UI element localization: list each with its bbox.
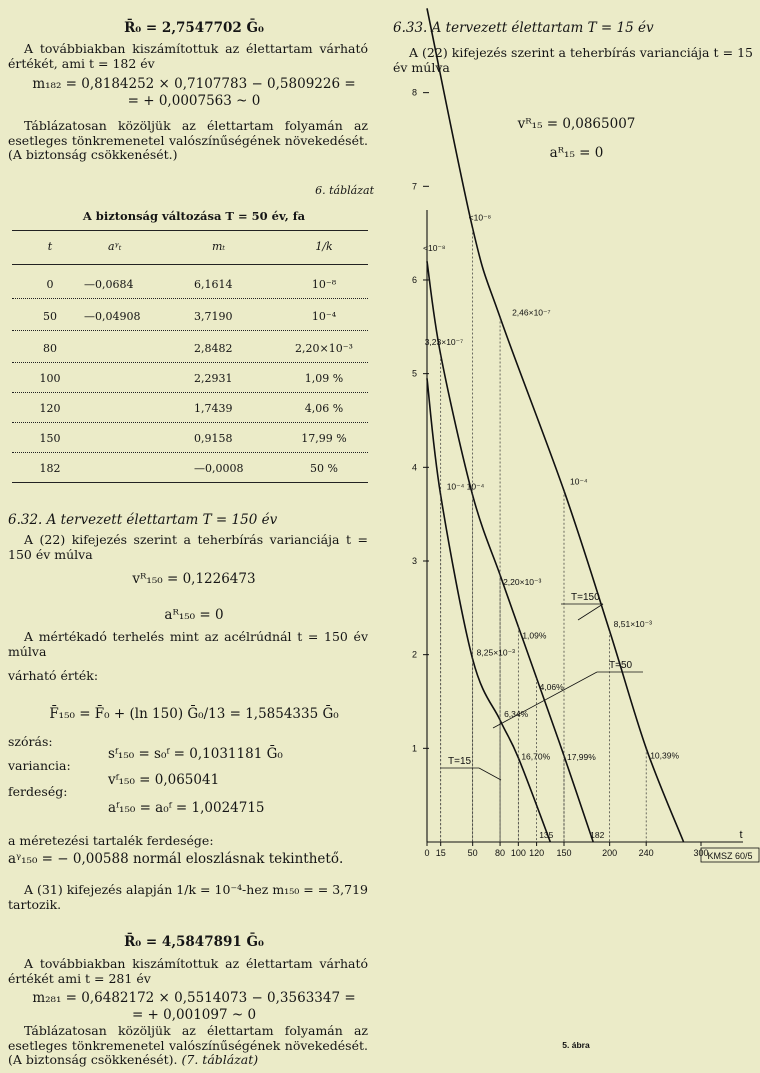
- table-row-rule: [12, 362, 368, 363]
- curve-point-label: 17,99%: [566, 751, 596, 762]
- equation-v150: vᴿ₁₅₀ = 0,1226473: [132, 571, 256, 587]
- curve-point-label: 10,39%: [650, 750, 680, 761]
- table-reference: (7. táblázat): [181, 1052, 259, 1067]
- curve-point-label: <10⁻⁸: [468, 212, 492, 223]
- x-tick-label: 100: [510, 848, 526, 858]
- x-tick-label: 200: [602, 848, 618, 858]
- x-axis-unit-label: t: [739, 829, 743, 841]
- paragraph-table-intro-a: Táblázatosan közöljük az élettartam folyamán az esetleges tönkremenetel valószínűségének növekedését. (A biztonság csökkenését.): [8, 118, 368, 162]
- section-heading-6-33: 6.33. A tervezett élettartam T = 15 év: [393, 20, 654, 36]
- y-tick-label: 1: [411, 743, 417, 754]
- equation-vf150: vᶠ₁₅₀ = 0,065041: [108, 772, 220, 788]
- x-tick-label: 300: [693, 848, 709, 858]
- x-tick-label: 120: [529, 848, 545, 858]
- table-cell-m: 2,8482: [194, 342, 233, 355]
- x-tick-label: 80: [495, 848, 506, 858]
- figure-stamp: KMSZ 60/5: [707, 851, 753, 861]
- table-cell-m: 6,1614: [194, 278, 233, 291]
- equation-v15: vᴿ₁₅ = 0,0865007: [517, 116, 636, 132]
- table-cell-t: 100: [39, 372, 61, 385]
- table-row-rule: [12, 422, 368, 423]
- equation-f150: F̄₁₅₀ = F̄₀ + (ln 150) Ḡ₀/13 = 1,5854335 Ḡ₀: [49, 706, 339, 722]
- table-cell-k: 4,06 %: [304, 402, 344, 415]
- curve-point-label: 8,25×10⁻³: [476, 647, 515, 658]
- curve-t150: [424, 8, 684, 842]
- equation-m182-line2: = + 0,0007563 ~ 0: [127, 93, 261, 109]
- table-cell-k: 1,09 %: [304, 372, 344, 385]
- table-cell-k: 10⁻⁸: [311, 278, 337, 291]
- curve-point-label: 1,09%: [522, 630, 547, 641]
- equation-r0-b: R̄₀ = 4,5847891 Ḡ₀: [124, 934, 264, 950]
- paragraph-expected-b: A továbbiakban kiszámítottuk az élettartam várható értékét ami t = 281 év: [8, 956, 368, 986]
- table-cell-k: 50 %: [310, 462, 338, 475]
- x-tick-label: 0: [424, 848, 430, 858]
- equation-r0-a: R̄₀ = 2,7547702 Ḡ₀: [124, 20, 264, 36]
- table-cell-t: 182: [39, 462, 61, 475]
- equation-m182-line1: m₁₈₂ = 0,8184252 × 0,7107783 − 0,5809226 =: [32, 76, 356, 92]
- label-variancia: variancia:: [8, 758, 71, 773]
- paragraph-expected-a: A továbbiakban kiszámítottuk az élettartam várható értékét, ami t = 182 év: [8, 41, 368, 71]
- label-t150-leader: [578, 604, 603, 620]
- label-ferdeseg: ferdeség:: [8, 784, 68, 799]
- equation-af150: aᶠ₁₅₀ = a₀ᶠ = 1,0024715: [108, 800, 265, 816]
- curve-point-label: <10⁻⁸: [423, 243, 446, 254]
- label-t15: T=15: [448, 756, 472, 767]
- curve-point-label: 6,34%: [504, 709, 529, 720]
- paragraph-k31: A (31) kifejezés alapján 1/k = 10⁻⁴-hez m₁₅₀ = = 3,719 tartozik.: [8, 882, 368, 912]
- table-rule-header: [12, 264, 368, 265]
- table-cell-m: 1,7439: [194, 402, 233, 415]
- table-header-m: mₜ: [212, 240, 226, 253]
- equation-ay150: aᵞ₁₅₀ = − 0,00588 normál eloszlásnak tekinthető.: [8, 851, 344, 867]
- table-cell-t: 80: [43, 342, 57, 355]
- table-cell-m: 2,2931: [194, 372, 233, 385]
- equation-m281-line1: m₂₈₁ = 0,6482172 × 0,5514073 − 0,3563347 =: [32, 990, 356, 1006]
- table-cell-m: 0,9158: [194, 432, 233, 445]
- table-header-a: aᵞₜ: [108, 240, 122, 253]
- x-tick-label: 240: [638, 848, 654, 858]
- y-tick-label: 3: [411, 555, 417, 566]
- paragraph-table-intro-b-text: Táblázatosan közöljük az élettartam folyamán az esetleges tönkremenetel valószínűségének növekedését. (A biztonság csökkenését).: [8, 1023, 368, 1067]
- table-cell-t: 120: [39, 402, 61, 415]
- figure-caption: 5. ábra: [562, 1040, 590, 1050]
- table-header-k: 1/k: [315, 240, 333, 253]
- table-rule-bottom: [12, 482, 368, 483]
- equation-a15: aᴿ₁₅ = 0: [549, 145, 604, 161]
- table-title: A biztonság változása T = 50 év, fa: [82, 209, 306, 223]
- label-t15-leader: [479, 768, 501, 780]
- table-cell-t: 150: [39, 432, 61, 445]
- section-heading-6-32: 6.32. A tervezett élettartam T = 150 év: [8, 512, 278, 528]
- paragraph-table-intro-b: [8, 1024, 368, 1068]
- label-expected-value: várható érték:: [8, 668, 99, 683]
- label-t50: T=50: [609, 660, 633, 671]
- paragraph-variance-150: A (22) kifejezés szerint a teherbírás varianciája t = 150 év múlva: [8, 532, 368, 562]
- table-cell-t: 50: [43, 310, 57, 323]
- table-rule-top: [12, 230, 368, 231]
- x-tick-label: 150: [556, 848, 572, 858]
- label-t150: T=150: [571, 592, 600, 603]
- curve-point-label: 2,46×10⁻⁷: [512, 307, 551, 318]
- equation-m281-line2: = + 0,001097 ~ 0: [131, 1007, 257, 1023]
- table-cell-m: 3,7190: [194, 310, 233, 323]
- table-cell-k: 17,99 %: [301, 432, 347, 445]
- table-caption: 6. táblázat: [315, 184, 374, 197]
- table-cell-m: —0,0008: [194, 462, 244, 475]
- curve-t15: [427, 378, 550, 842]
- y-tick-label: 6: [411, 274, 417, 285]
- equation-s150: sᶠ₁₅₀ = s₀ᶠ = 0,1031181 Ḡ₀: [108, 746, 283, 762]
- curve-point-label: 3,23×10⁻⁷: [424, 336, 464, 347]
- y-tick-label: 4: [411, 462, 417, 473]
- y-tick-label: 5: [411, 368, 417, 379]
- endpoint-label: 182: [590, 830, 605, 840]
- paragraph-variance-15: A (22) kifejezés szerint a teherbírás varianciája t = 15 év múlva: [393, 45, 753, 75]
- curve-point-label: 4,06%: [539, 682, 564, 693]
- endpoint-label: 135: [539, 830, 554, 840]
- curve-point-label: 2,20×10⁻³: [503, 577, 542, 588]
- curve-point-label: 16,70%: [521, 751, 551, 762]
- table-row-rule: [12, 452, 368, 453]
- table-row-rule: [12, 298, 368, 299]
- curve-point-label: 10⁻⁴: [466, 481, 485, 492]
- label-t50-leader: [493, 672, 597, 728]
- table-header-t: t: [47, 240, 53, 253]
- curve-point-label: 10⁻⁴: [569, 476, 588, 487]
- table-cell-k: 10⁻⁴: [311, 310, 337, 323]
- y-tick-label: 7: [411, 181, 417, 192]
- table-row-rule: [12, 392, 368, 393]
- table-cell-a: —0,0684: [84, 278, 134, 291]
- x-tick-label: 50: [467, 848, 478, 858]
- paragraph-load: A mértékadó terhelés mint az acélrúdnál t = 150 év múlva: [8, 629, 368, 659]
- table-row-rule: [12, 330, 368, 331]
- curve-point-label: 10⁻⁴: [446, 481, 465, 492]
- table-cell-t: 0: [46, 278, 54, 291]
- equation-a150: aᴿ₁₅₀ = 0: [164, 607, 224, 623]
- y-tick-label: 8: [411, 87, 417, 98]
- paragraph-skew: a méretezési tartalék ferdesége:: [8, 833, 214, 848]
- x-tick-label: 15: [435, 848, 446, 858]
- table-cell-a: —0,04908: [84, 310, 141, 323]
- table-cell-k: 2,20×10⁻³: [295, 342, 353, 355]
- label-szoras: szórás:: [8, 734, 53, 749]
- curve-point-label: 8,51×10⁻³: [613, 619, 652, 630]
- y-tick-label: 2: [411, 649, 417, 660]
